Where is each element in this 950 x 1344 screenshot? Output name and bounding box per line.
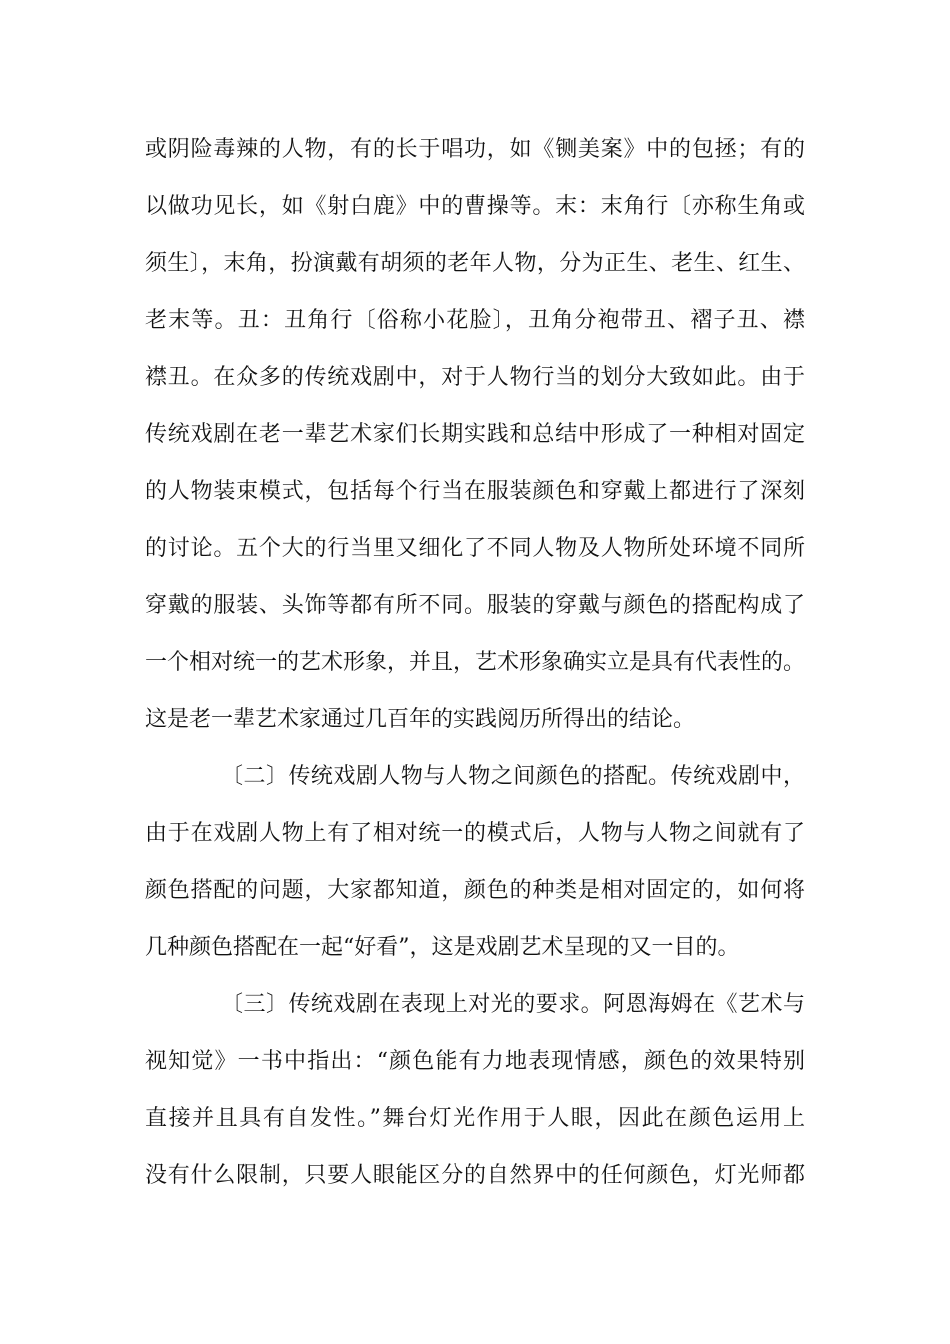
text-line: 以做功见长，如《射白鹿》中的曹操等。末：末角行〔亦称生角或 xyxy=(145,194,805,219)
text-line: 由于在戏剧人物上有了相对统一的模式后，人物与人物之间就有了 xyxy=(145,821,805,846)
text-line: 一个相对统一的艺术形象，并且，艺术形象确实立是具有代表性的。 xyxy=(145,650,806,675)
text-line: 的讨论。五个大的行当里又细化了不同人物及人物所处环境不同所 xyxy=(145,536,805,561)
text-line: 颜色搭配的问题，大家都知道，颜色的种类是相对固定的，如何将 xyxy=(145,878,805,903)
text-line: 视知觉》一书中指出：“颜色能有力地表现情感，颜色的效果特别 xyxy=(145,1049,805,1074)
paragraph-heading-line: 〔二〕传统戏剧人物与人物之间颜色的搭配。传统戏剧中， xyxy=(221,764,805,789)
text-line: 襟丑。在众多的传统戏剧中，对于人物行当的划分大致如此。由于 xyxy=(145,365,805,390)
text-line: 直接并且具有自发性。”舞台灯光作用于人眼，因此在颜色运用上 xyxy=(145,1106,805,1131)
text-line: 的人物装束模式，包括每个行当在服装颜色和穿戴上都进行了深刻 xyxy=(145,479,805,504)
text-line: 传统戏剧在老一辈艺术家们长期实践和总结中形成了一种相对固定 xyxy=(145,422,805,447)
body-text xyxy=(145,128,805,1211)
text-line: 须生〕，末角，扮演戴有胡须的老年人物，分为正生、老生、红生、 xyxy=(145,251,805,276)
text-line: 没有什么限制，只要人眼能区分的自然界中的任何颜色，灯光师都 xyxy=(145,1163,805,1188)
paragraph-heading-line: 〔三〕传统戏剧在表现上对光的要求。阿恩海姆在《艺术与 xyxy=(221,992,805,1017)
text-line: 或阴险毒辣的人物，有的长于唱功，如《铡美案》中的包拯；有的 xyxy=(145,137,805,162)
text-line: 穿戴的服装、头饰等都有所不同。服装的穿戴与颜色的搭配构成了 xyxy=(145,593,805,618)
text-line: 这是老一辈艺术家通过几百年的实践阅历所得出的结论。 xyxy=(145,707,696,732)
text-line: 几种颜色搭配在一起“好看”，这是戏剧艺术呈现的又一目的。 xyxy=(145,935,740,960)
text-line: 老末等。丑：丑角行〔俗称小花脸〕，丑角分袍带丑、褶子丑、襟 xyxy=(145,308,805,333)
